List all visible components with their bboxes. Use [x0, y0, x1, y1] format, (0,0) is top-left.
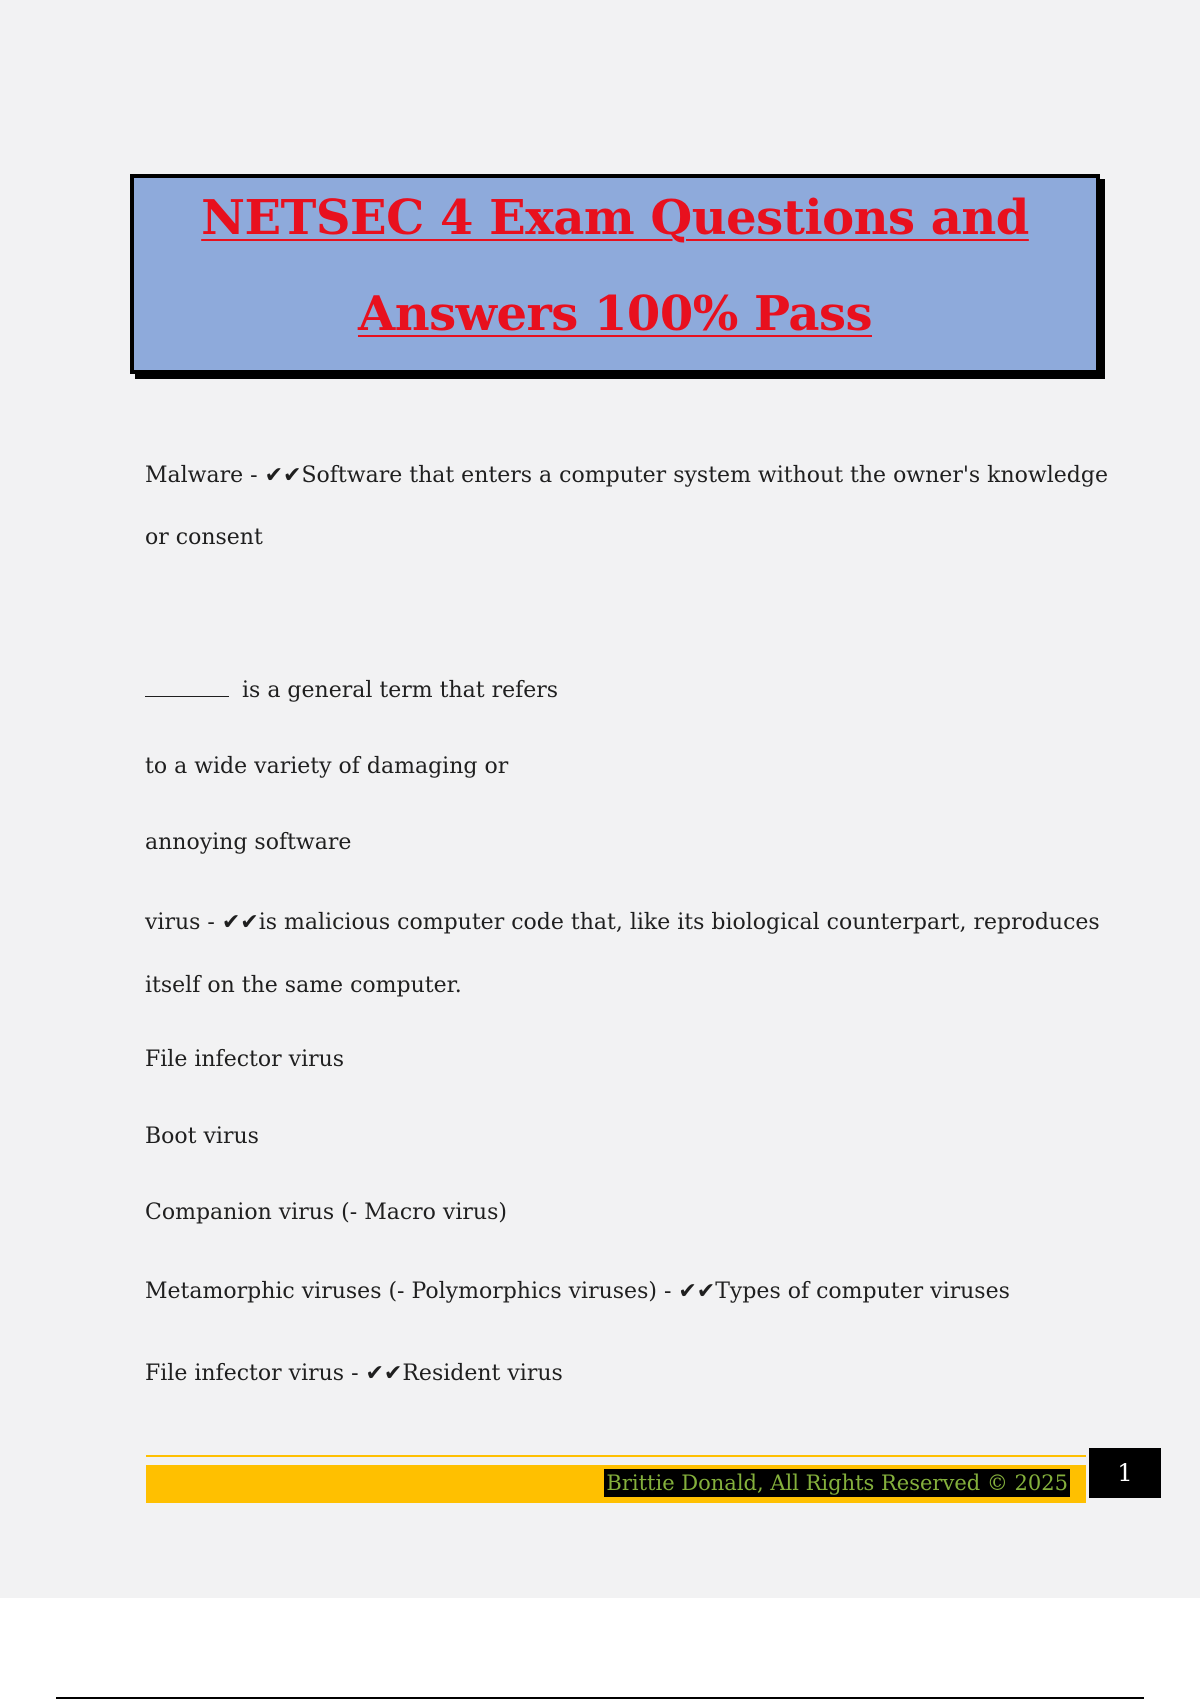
file-infector-virus: File infector virus: [145, 1047, 345, 1072]
footer-bar: [146, 1465, 1086, 1503]
title-line-1: NETSEC 4 Exam Questions and: [201, 190, 1029, 246]
general-term-line-2: to a wide variety of damaging or: [145, 754, 509, 779]
malware-definition-line-1: Malware - ✔✔Software that enters a computer system without the owner's knowledge: [145, 463, 1108, 488]
title-box: [130, 174, 1100, 374]
general-term-line-3: annoying software: [145, 830, 352, 855]
footer-rule: [146, 1455, 1086, 1457]
boot-virus: Boot virus: [145, 1124, 259, 1149]
virus-definition-line-1: virus - ✔✔is malicious computer code that, like its biological counterpart, reproduces: [145, 910, 1100, 935]
general-term-line-1: [145, 677, 558, 705]
companion-virus: Companion virus (- Macro virus): [145, 1200, 507, 1225]
virus-definition-line-2: itself on the same computer.: [145, 973, 462, 998]
fill-in-blank: [145, 678, 229, 697]
title-line-2: Answers 100% Pass: [357, 286, 872, 342]
general-term-text: is a general term that refers: [235, 678, 559, 703]
page-number: 1: [1089, 1448, 1161, 1498]
copyright-text: Brittie Donald, All Rights Reserved © 2025: [606, 1471, 1068, 1495]
malware-definition-line-2: or consent: [145, 525, 263, 550]
next-page-top-rule: [56, 1697, 1144, 1699]
file-infector-resident: File infector virus - ✔✔Resident virus: [145, 1361, 563, 1386]
metamorphic-viruses: Metamorphic viruses (- Polymorphics viruses) - ✔✔Types of computer viruses: [145, 1279, 1010, 1304]
